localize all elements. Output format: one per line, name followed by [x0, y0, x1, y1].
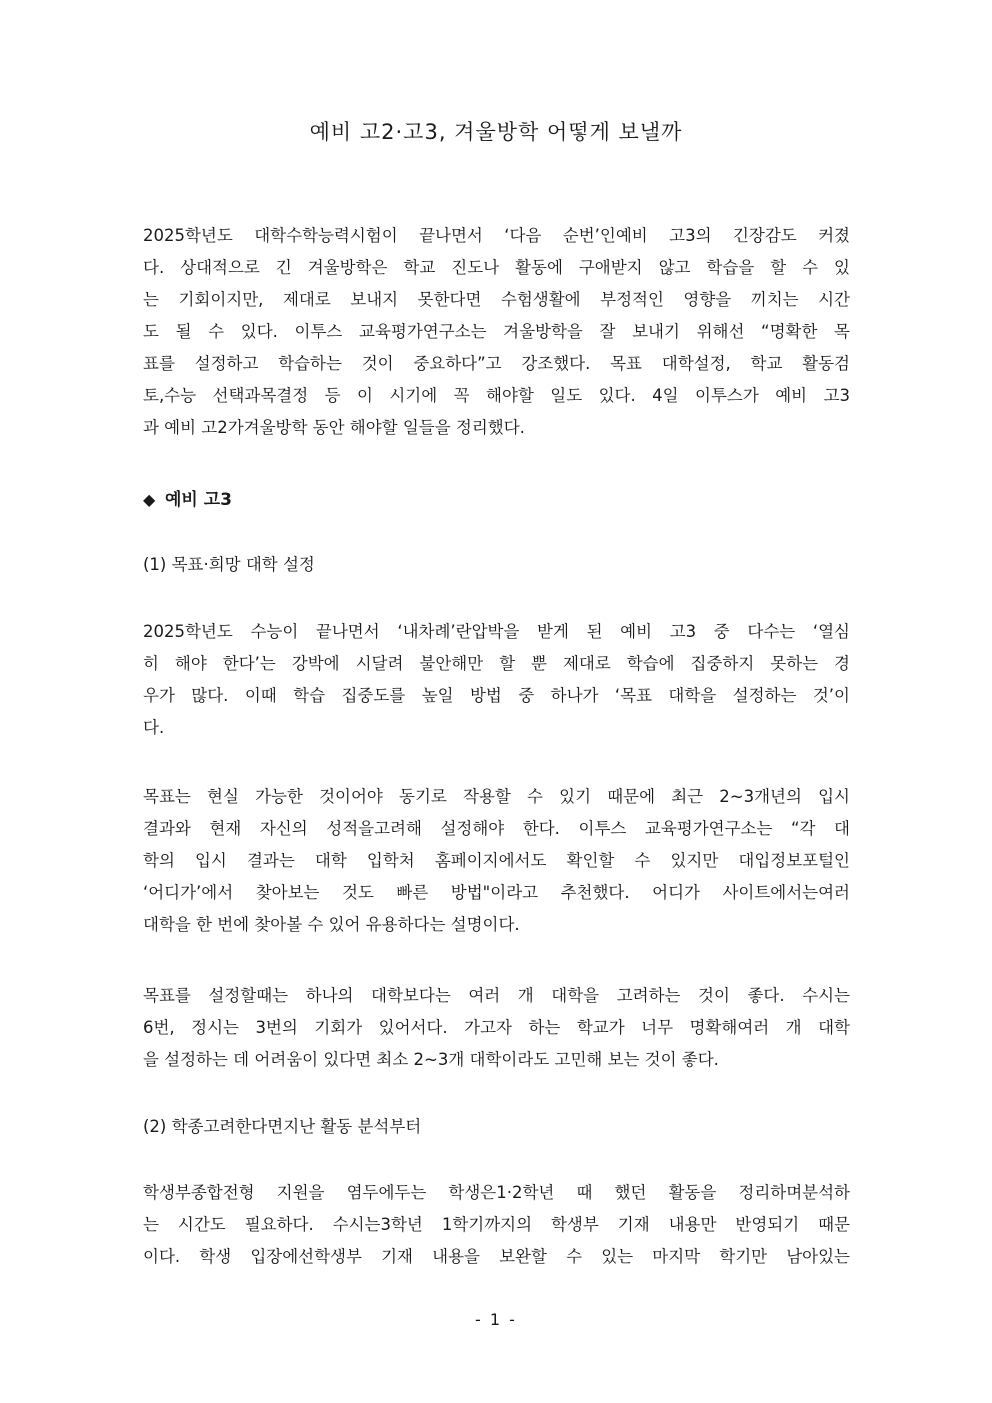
- text-line: 대학을 한 번에 찾아볼 수 있어 유용하다는 설명이다.: [143, 915, 520, 934]
- text-line: 목표는 현실 가능한 것이어야 동기로 작용할 수 있기 때문에 최근 2~3개년의 입시: [143, 787, 850, 806]
- document-title: 예비 고2·고3, 겨울방학 어떻게 보낼까: [309, 120, 683, 144]
- text-line: 결과와 현재 자신의 성적을고려해 설정해야 한다. 이투스 교육평가연구소는 “각 대: [143, 819, 850, 838]
- diamond-bullet-icon: ◆: [143, 490, 156, 509]
- text-line: 과 예비 고2가겨울방학 동안 해야할 일들을 정리했다.: [143, 418, 525, 437]
- text-line: 토,수능 선택과목결정 등 이 시기에 꼭 해야할 일도 있다. 4일 이투스가 예비 고3: [143, 386, 850, 405]
- text-line: 표를 설정하고 학습하는 것이 중요하다”고 강조했다. 목표 대학설정, 학교 활동검: [143, 354, 850, 373]
- subheading-2: (2) 학종고려한다면지난 활동 분석부터: [143, 1117, 422, 1136]
- text-line: 히 해야 한다’는 강박에 시달려 불안해만 할 뿐 제대로 학습에 집중하지 못하는 경: [143, 654, 850, 673]
- text-line: 학생부종합전형 지원을 염두에두는 학생은1·2학년 때 했던 활동을 정리하며분석하: [143, 1183, 850, 1202]
- text-line: 이다. 학생 입장에선학생부 기재 내용을 보완할 수 있는 마지막 학기만 남아있는: [143, 1247, 850, 1266]
- text-line: ‘어디가’에서 찾아보는 것도 빠른 방법"이라고 추천했다. 어디가 사이트에서는여러: [143, 883, 850, 902]
- section-heading-label: 예비 고3: [165, 490, 233, 510]
- page-number: - 1 -: [475, 1310, 517, 1329]
- text-line: 도 될 수 있다. 이투스 교육평가연구소는 겨울방학을 잘 보내기 위해선 “명확한 목: [143, 322, 850, 341]
- paragraph-1: [143, 616, 850, 744]
- text-line: 우가 많다. 이때 학습 집중도를 높일 방법 중 하나가 ‘목표 대학을 설정하는 것’이: [143, 686, 850, 705]
- text-line: 목표를 설정할때는 하나의 대학보다는 여러 개 대학을 고려하는 것이 좋다. 수시는: [143, 986, 850, 1005]
- intro-paragraph: [143, 220, 850, 444]
- text-line: 다.: [143, 718, 165, 737]
- text-line: 2025학년도 대학수학능력시험이 끝나면서 ‘다음 순번’인예비 고3의 긴장감도 커졌: [143, 226, 850, 245]
- text-line: 는 기회이지만, 제대로 보내지 못한다면 수험생활에 부정적인 영향을 끼치는 시간: [143, 290, 850, 309]
- paragraph-4: [143, 1177, 850, 1273]
- text-line: 학의 입시 결과는 대학 입학처 홈페이지에서도 확인할 수 있지만 대입정보포털인: [143, 851, 850, 870]
- text-line: 을 설정하는 데 어려움이 있다면 최소 2~3개 대학이라도 고민해 보는 것이 좋다.: [143, 1050, 719, 1069]
- text-line: 6번, 정시는 3번의 기회가 있어서다. 가고자 하는 학교가 너무 명확해여러 개 대학: [143, 1018, 850, 1037]
- text-line: 는 시간도 필요하다. 수시는3학년 1학기까지의 학생부 기재 내용만 반영되기 때문: [143, 1215, 850, 1234]
- paragraph-2: [143, 781, 850, 941]
- paragraph-3: [143, 980, 850, 1076]
- text-line: 다. 상대적으로 긴 겨울방학은 학교 진도나 활동에 구애받지 않고 학습을 할 수 있: [143, 258, 850, 277]
- section-heading: [143, 484, 850, 516]
- text-line: 2025학년도 수능이 끝나면서 ‘내차례’란압박을 받게 된 예비 고3 중 다수는 ‘열심: [143, 622, 850, 641]
- subheading-1: (1) 목표·희망 대학 설정: [143, 555, 315, 574]
